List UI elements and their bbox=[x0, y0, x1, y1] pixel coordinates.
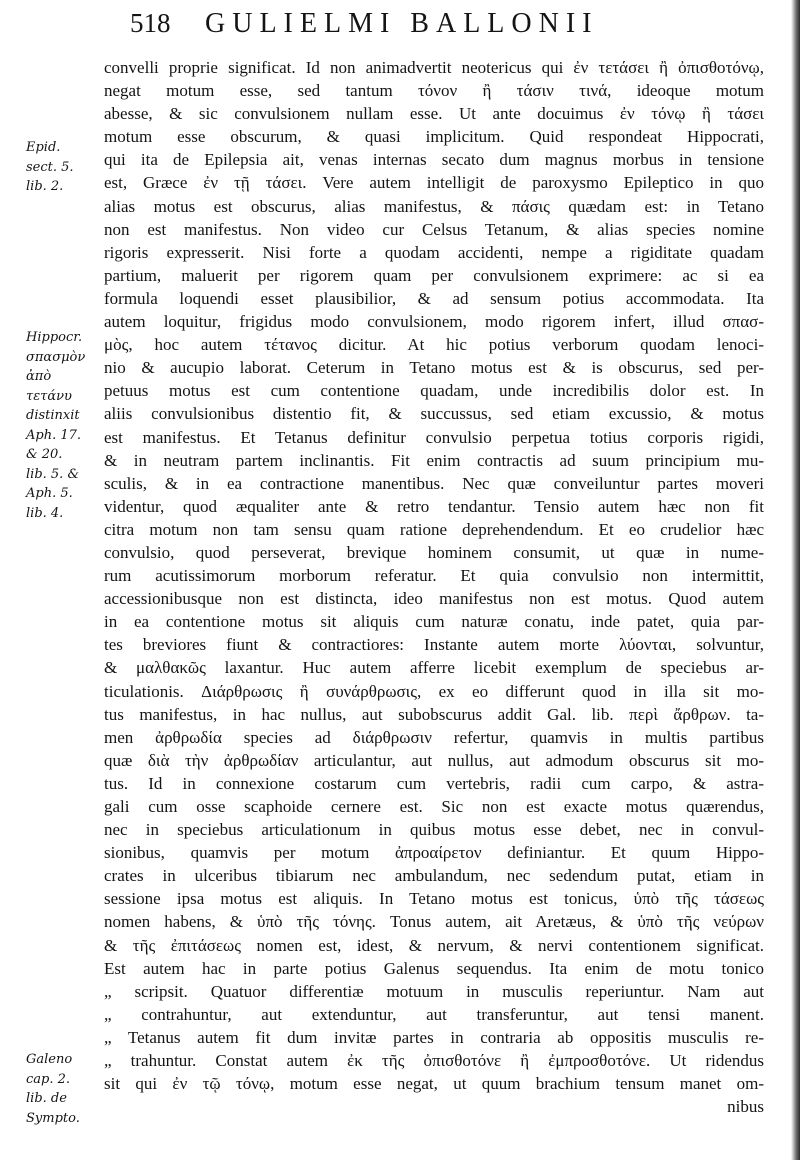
text-line: est manifestus. Et Tetanus definitur convulsio perpetua totius corporis rigidi, bbox=[104, 427, 764, 447]
text-line: „ contrahuntur, aut extenduntur, aut transferuntur, aut tensi manent. bbox=[104, 1004, 764, 1024]
text-line: ticulationis. Διάρθρωσις ἢ συνάρθρωσις, ex eo differunt quod in illa sit mo- bbox=[104, 681, 764, 701]
book-spine-shadow bbox=[791, 0, 800, 1160]
text-line: petuus motus est cum contentione quadam, unde incredibilis dolor est. In bbox=[104, 381, 764, 401]
margin-note-galeno bbox=[26, 1050, 106, 1128]
text-line: „ Tetanus autem fit dum invitæ partes in contraria ab oppositis musculis re- bbox=[104, 1027, 764, 1047]
margin-note-line: Sympto. bbox=[26, 1110, 80, 1126]
text-line: tes breviores fiunt & contractiores: Instante autem morte λύονται, solvuntur, bbox=[104, 635, 764, 655]
margin-note-hippocr bbox=[26, 328, 106, 523]
margin-note-line: τετάνυ bbox=[26, 388, 72, 404]
text-line: citra motum non tam sensu quam ratione deprehendendum. Et eo crudelior hæc bbox=[104, 519, 764, 539]
margin-note-line: Hippocr. bbox=[26, 330, 83, 345]
body-text bbox=[104, 56, 764, 1118]
text-line: tus. Id in connexione costarum cum vertebris, radii cum carpo, & astra- bbox=[104, 773, 764, 793]
margin-note-line: lib. 5. & bbox=[26, 466, 80, 482]
page-number: 518 bbox=[130, 8, 171, 38]
text-line: alias motus est obscurus, alias manifestus, & πάσις quædam est: in Tetano bbox=[104, 196, 764, 216]
margin-note-epid bbox=[26, 138, 106, 197]
margin-note-line: Epid. bbox=[26, 140, 61, 155]
text-line: sessione ipsa motus est aliquis. In Tetano motus est tonicus, ὑπὸ τῆς τάσεως bbox=[104, 889, 764, 909]
text-line: μὸς, hoc autem τέτανος dicitur. At hic potius verborum quodam lenoci- bbox=[104, 335, 764, 355]
text-line: tus manifestus, in hac nullus, aut subobscurus addit Gal. lib. περὶ ἄρθρων. ta- bbox=[104, 704, 764, 724]
margin-note-line: ἀπὸ bbox=[26, 369, 52, 384]
margin-note-line: Galeno bbox=[26, 1052, 73, 1067]
margin-note-line: lib. 2. bbox=[26, 179, 64, 194]
text-line: nio & aucupio laborat. Ceterum in Tetano motus est & is obscurus, sed per- bbox=[104, 358, 764, 378]
margin-note-line: lib. de bbox=[26, 1091, 67, 1106]
margin-note-line: Aph. 5. bbox=[26, 486, 73, 501]
text-line: rigoris expresserit. Nisi forte a quodam accidenti, nempe a rigiditate quadam bbox=[104, 242, 764, 262]
margin-note-line: & 20. bbox=[26, 447, 63, 462]
text-line: sculis, & in ea contractione manentibus. Nec quæ conveiluntur partes moveri bbox=[104, 473, 764, 493]
margin-note-line: Aph. 17. bbox=[26, 427, 82, 443]
text-line: videntur, quod æqualiter ante & retro tendantur. Tensio autem hæc non fit bbox=[104, 496, 764, 516]
text-line: motum esse obscurum, & quasi implicitum. Quid respondeat Hippocrati, bbox=[104, 127, 764, 147]
text-line: men ἀρθρωδία species ad διάρθρωσιν refertur, quamvis in multis partibus bbox=[104, 727, 764, 747]
text-line: convulsio, quod perseverat, brevique hominem consumit, ut quæ in nume- bbox=[104, 542, 764, 562]
text-line: sionibus, quamvis per motum ἀπροαίρετον definiantur. Et quum Hippo- bbox=[104, 843, 764, 863]
text-line: nec in speciebus articulationum in quibus motus esse debet, nec in convul- bbox=[104, 820, 764, 840]
text-line: aliis convulsionibus distentio fit, & succussus, sed etiam excussio, & motus bbox=[104, 404, 764, 424]
text-line: gali cum osse scaphoide cernere est. Sic non est exacte motus quærendus, bbox=[104, 797, 764, 816]
text-line: & in neutram partem inclinantis. Fit enim contractis ad suum principium mu- bbox=[104, 450, 764, 470]
text-line: nibus bbox=[727, 1097, 764, 1117]
text-line: quæ διὰ τὴν ἀρθρωδίαν articulantur, aut nullus, aut admodum obscurus sit mo- bbox=[104, 750, 764, 770]
text-line: & μαλθακῶς laxantur. Huc autem afferre licebit exemplum de speciebus ar- bbox=[104, 658, 764, 678]
text-line: rum acutissimorum morborum referatur. Et quia convulsio non intermittit, bbox=[104, 566, 764, 586]
text-line: convelli proprie significat. Id non animadvertit neotericus qui ἐν τετάσει ἢ ὀπισθοτόνῳ, bbox=[104, 58, 764, 77]
page-header bbox=[0, 6, 800, 46]
margin-note-line: cap. 2. bbox=[26, 1071, 71, 1087]
text-line: Est autem hac in parte potius Galenus sequendus. Ita enim de motu tonico bbox=[104, 958, 764, 978]
text-line: formula loquendi esset plausibilior, & ad sensum potius accommodata. Ita bbox=[104, 288, 764, 308]
text-line: non est manifestus. Non video cur Celsus Tetanum, & alias species nomine bbox=[104, 219, 764, 239]
text-line: & τῆς ἐπιτάσεως nomen est, idest, & nervum, & nervi contentionem significat. bbox=[104, 935, 764, 955]
text-line: „ scripsit. Quatuor differentiæ motuum in musculis reperiuntur. Nam aut bbox=[104, 981, 764, 1001]
running-title: GULIELMI BALLONII bbox=[205, 8, 599, 39]
margin-note-line: sect. 5. bbox=[26, 159, 74, 175]
text-line: crates in ulceribus tibiarum nec ambulandum, nec sedendum putat, etiam in bbox=[104, 866, 764, 886]
text-line: qui ita de Epilepsia ait, venas internas secato dum magnus morbus in tensione bbox=[104, 150, 764, 170]
margin-note-line: σπασμὸν bbox=[26, 349, 86, 365]
text-line: nomen habens, & ὑπὸ τῆς τόνης. Tonus autem, ait Aretæus, & ὑπὸ τῆς νεύρων bbox=[104, 912, 764, 932]
text-line: abesse, & sic convulsionem nullam esse. Ut ante docuimus ἐν τόνῳ ἢ τάσει bbox=[104, 104, 764, 124]
text-line: est, Græce ἐν τῇ τάσει. Vere autem intelligit de paroxysmo Epileptico in quo bbox=[104, 173, 764, 193]
text-line: „ trahuntur. Constat autem ἐκ τῆς ὀπισθοτόνε ἢ ἐμπροσθοτόνε. Ut ridendus bbox=[104, 1051, 764, 1071]
margin-note-line: distinxit bbox=[26, 408, 80, 423]
text-line: negat motum esse, sed tantum τόνον ἢ τάσιν τινά, ideoque motum bbox=[104, 81, 764, 101]
text-line: sit qui ἐν τῷ τόνῳ, motum esse negat, ut quum brachium tensum manet om- bbox=[104, 1074, 764, 1094]
text-line: accessionibusque non est distincta, ideo manifestus non est motus. Quod autem bbox=[104, 589, 764, 609]
text-line: autem loquitur, frigidus modo convulsionem, modo rigorem infert, illud σπασ- bbox=[104, 312, 764, 332]
margin-note-line: lib. 4. bbox=[26, 505, 64, 521]
text-line: in ea contentione motus sit aliquis cum naturæ conatu, inde patet, quia par- bbox=[104, 612, 764, 632]
text-line: partium, maluerit per rigorem quam per convulsionem exprimere: ac si ea bbox=[104, 265, 764, 285]
